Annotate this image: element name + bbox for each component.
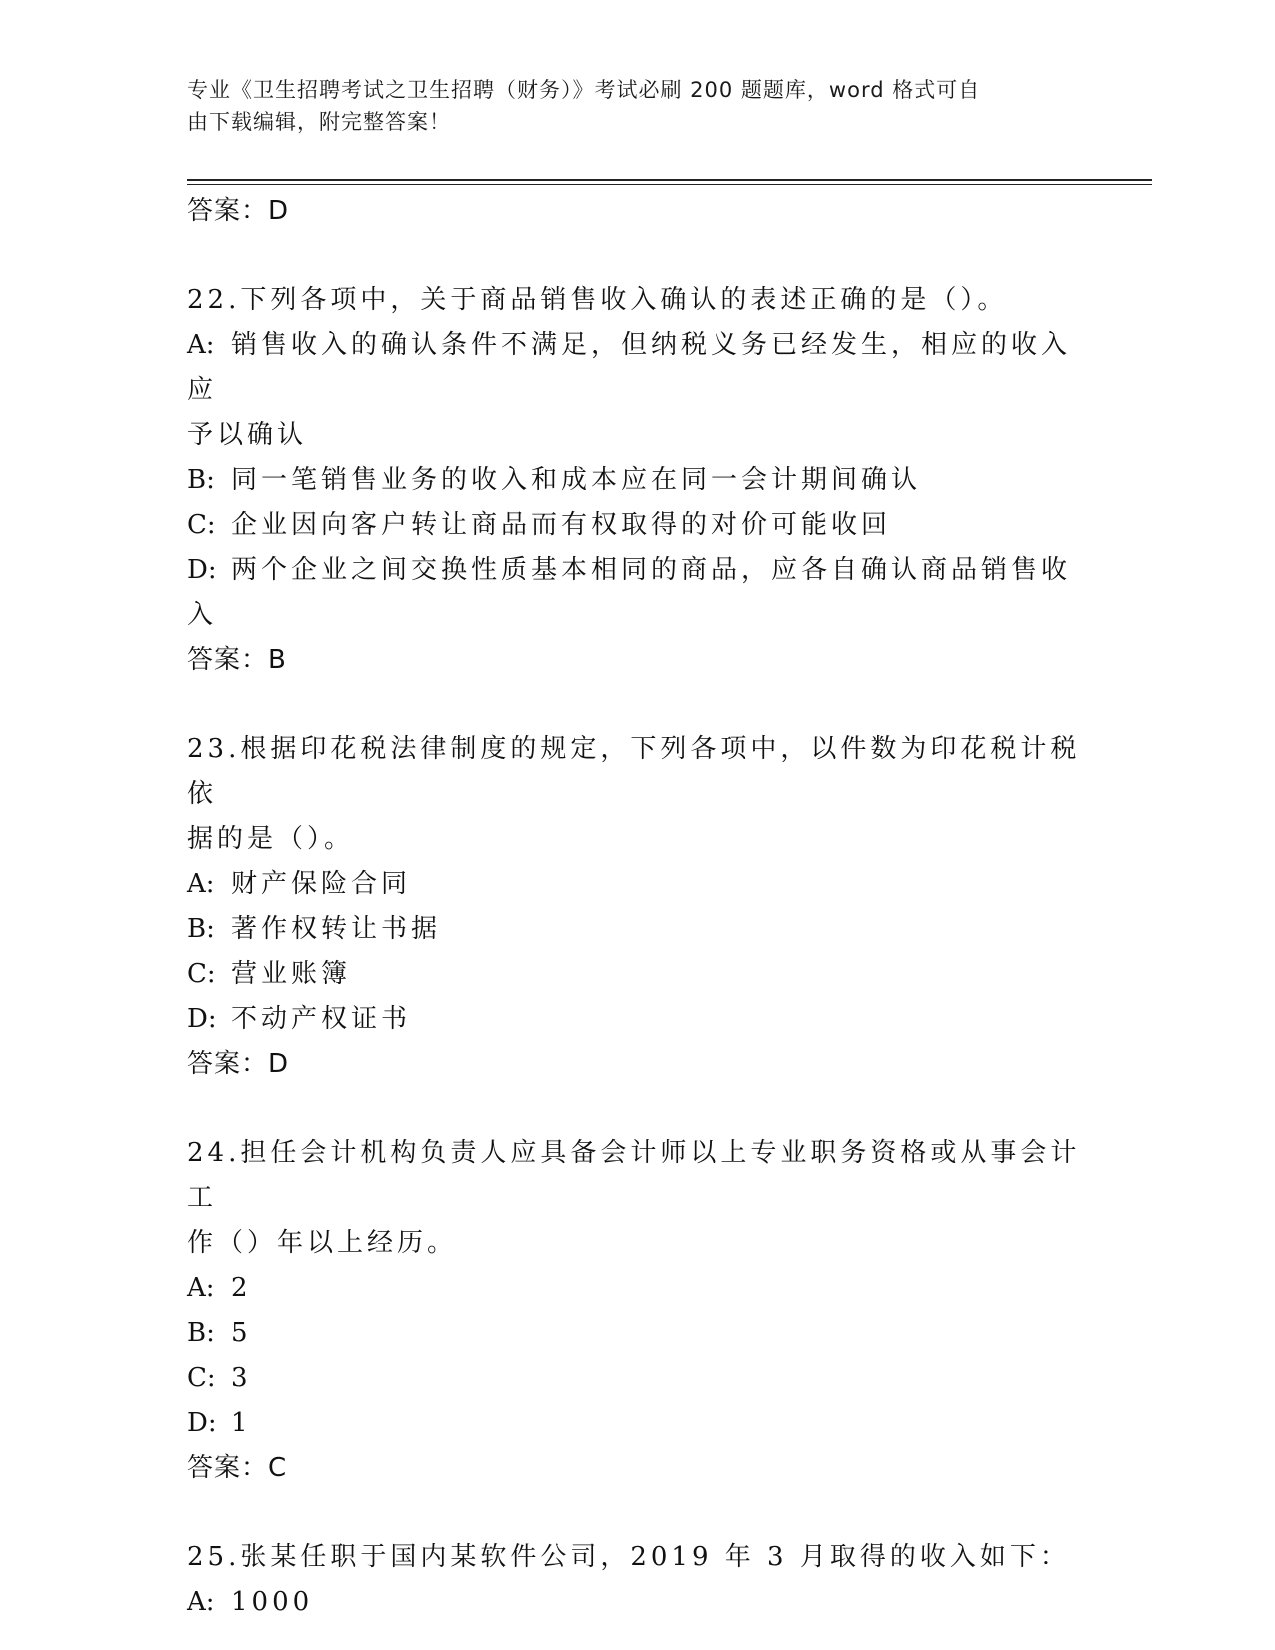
question-stem: 23.根据印花税法律制度的规定，下列各项中，以件数为印花税计税依 — [187, 734, 1081, 809]
question-answer: 答案：B — [187, 645, 287, 675]
option-a — [187, 323, 1087, 413]
option-b — [187, 1311, 1087, 1356]
header-divider-thin — [187, 184, 1152, 185]
option-letter: C: — [187, 1363, 216, 1393]
question-24 — [187, 1131, 1087, 1490]
option-letter: B: — [187, 1318, 215, 1348]
option-a — [187, 862, 1087, 907]
option-text: 著作权转让书据 — [231, 914, 442, 944]
spacer — [187, 1086, 1087, 1131]
option-a-continued: 予以确认 — [187, 420, 308, 450]
option-d — [187, 548, 1087, 638]
option-letter: D: — [187, 555, 217, 585]
document-header — [187, 74, 1067, 138]
option-text: 2 — [231, 1273, 252, 1303]
option-text: 财产保险合同 — [231, 869, 412, 899]
option-c — [187, 1356, 1087, 1401]
option-a — [187, 1580, 1087, 1625]
question-answer: 答案：D — [187, 1049, 290, 1079]
option-letter: A: — [187, 1273, 215, 1303]
option-letter: A: — [187, 1587, 215, 1617]
spacer — [187, 1490, 1087, 1535]
question-stem: 22.下列各项中，关于商品销售收入确认的表述正确的是（）。 — [187, 285, 1008, 315]
option-letter: A: — [187, 869, 215, 899]
option-text: 营业账簿 — [231, 959, 352, 989]
option-b — [187, 907, 1087, 952]
header-line-2: 由下载编辑，附完整答案！ — [187, 110, 451, 134]
option-c — [187, 503, 1087, 548]
question-22 — [187, 278, 1087, 682]
option-b — [187, 458, 1087, 503]
option-text: 3 — [231, 1363, 252, 1393]
question-answer: 答案：C — [187, 1453, 288, 1483]
option-letter: B: — [187, 465, 215, 495]
header-line-1: 专业《卫生招聘考试之卫生招聘（财务）》考试必刷 200 题题库，word 格式可自 — [187, 78, 981, 102]
spacer — [187, 233, 1087, 278]
option-letter: B: — [187, 914, 215, 944]
question-25 — [187, 1535, 1087, 1625]
option-d — [187, 1401, 1087, 1446]
question-stem: 24.担任会计机构负责人应具备会计师以上专业职务资格或从事会计工 — [187, 1138, 1081, 1213]
option-text: 两个企业之间交换性质基本相同的商品，应各自确认商品销售收入 — [187, 555, 1072, 630]
option-text: 不动产权证书 — [231, 1004, 412, 1034]
question-stem-continued: 作（）年以上经历。 — [187, 1228, 458, 1258]
option-d — [187, 997, 1087, 1042]
option-letter: D: — [187, 1408, 217, 1438]
option-letter: C: — [187, 959, 216, 989]
option-c — [187, 952, 1087, 997]
option-letter: A: — [187, 330, 215, 360]
question-23 — [187, 727, 1087, 1086]
option-text: 5 — [231, 1318, 252, 1348]
option-text: 销售收入的确认条件不满足，但纳税义务已经发生，相应的收入应 — [187, 330, 1072, 405]
option-letter: C: — [187, 510, 216, 540]
option-text: 1000 — [231, 1587, 314, 1617]
option-text: 企业因向客户转让商品而有权取得的对价可能收回 — [231, 510, 892, 540]
option-a — [187, 1266, 1087, 1311]
header-divider-thick — [187, 179, 1152, 181]
spacer — [187, 682, 1087, 727]
question-list — [187, 189, 1087, 1625]
previous-question-answer: 答案：D — [187, 196, 290, 226]
option-text: 1 — [231, 1408, 252, 1438]
option-text: 同一笔销售业务的收入和成本应在同一会计期间确认 — [231, 465, 922, 495]
option-letter: D: — [187, 1004, 217, 1034]
question-stem: 25.张某任职于国内某软件公司，2019 年 3 月取得的收入如下： — [187, 1542, 1070, 1572]
question-stem-continued: 据的是（）。 — [187, 824, 355, 854]
